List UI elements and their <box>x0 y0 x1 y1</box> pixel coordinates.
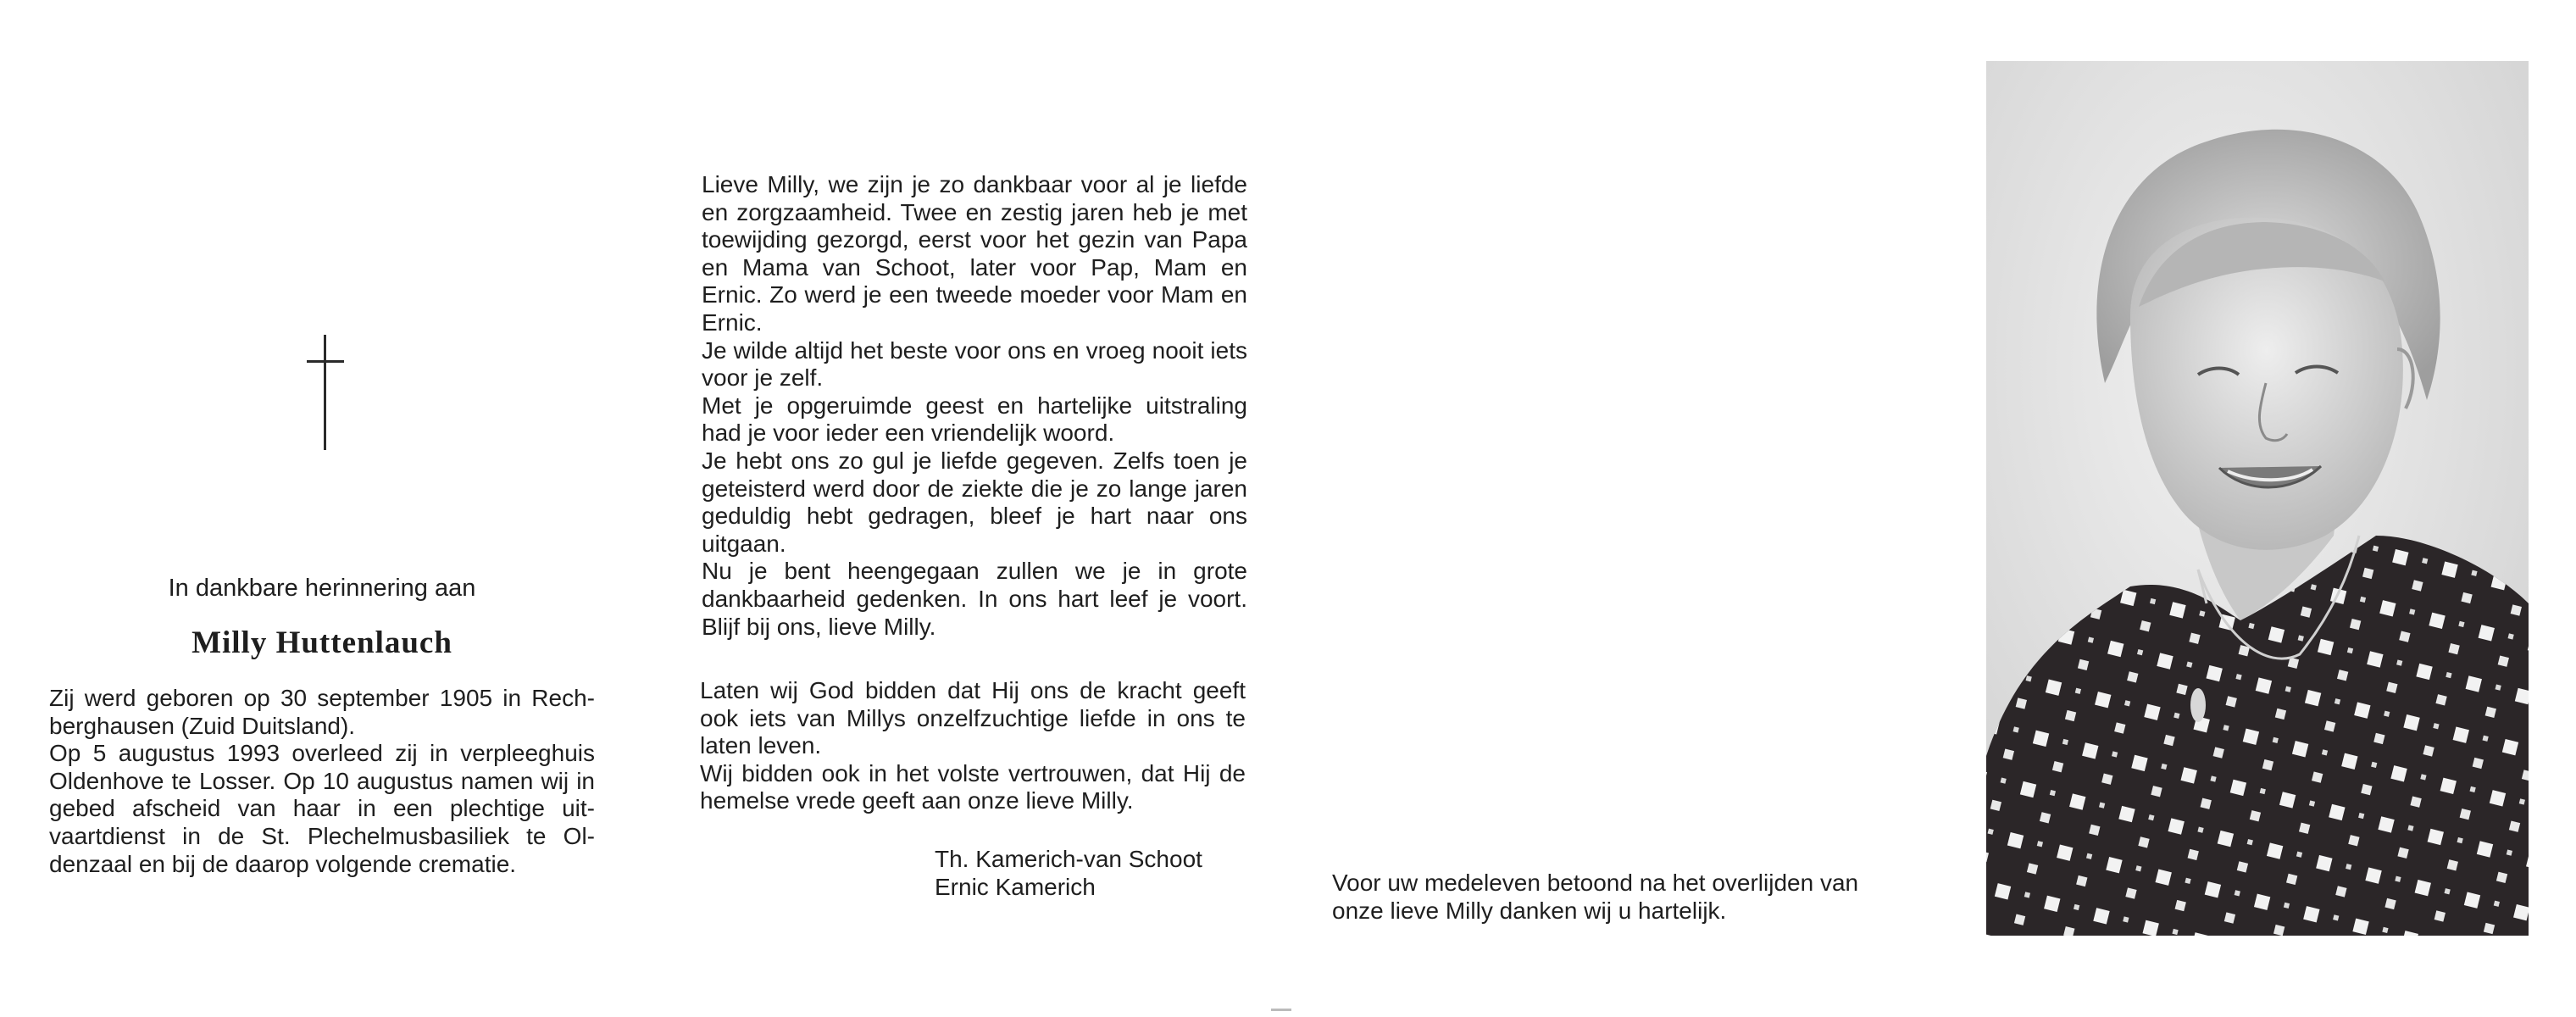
panel-name <box>0 0 644 1017</box>
letter-paragraph: Met je opgeruimde geest en hartelijke uitstraling had je voor ieder een vriendelijk woord. <box>702 392 1247 447</box>
portrait-photo <box>1986 61 2529 936</box>
letter-paragraph: Je wilde altijd het beste voor ons en vroeg nooit iets voor je zelf. <box>702 336 1247 392</box>
letter-text <box>702 171 1247 641</box>
signature-line: Ernic Kamerich <box>935 873 1096 900</box>
signature-line: Th. Kamerich-van Schoot <box>935 846 1202 872</box>
thanks-text <box>1332 870 1891 925</box>
intro-line: In dankbare herinnering aan <box>168 575 476 602</box>
bio-paragraph: Op 5 augustus 1993 overleed zij in verpleeghuis Oldenhove te Losser. Op 10 augustus namen wij in gebed afscheid van haar in een plechtige uitvaartdienst in de St. Plechelmusbasiliek te Oldenzaal en bij de daarop volgende crematie. <box>49 740 595 877</box>
letter-paragraph: Je hebt ons zo gul je liefde gegeven. Zelfs toen je geteisterd werd door de ziekte die je zo lange jaren geduldig hebt gedragen, bleef je hart naar ons uitgaan. <box>702 447 1247 557</box>
biography <box>49 685 595 878</box>
panel-photo <box>1932 0 2576 1017</box>
signatures <box>935 846 1202 901</box>
prayer-paragraph: Laten wij God bidden dat Hij ons de kracht geeft ook iets van Millys onzelfzuchtige liefde in ons te laten leven. <box>700 677 1246 759</box>
paper-mark <box>1271 1009 1291 1011</box>
panel-letter <box>644 0 1288 1017</box>
letter-paragraph: Nu je bent heengegaan zullen we je in grote dankbaarheid gedenken. In ons hart leef je voort. Blijf bij ons, lieve Milly. <box>702 558 1247 640</box>
thanks-paragraph: Voor uw medeleven betoond na het overlijden van onze lieve Milly danken wij u hartelijk. <box>1332 870 1859 924</box>
prayer-text <box>700 677 1246 815</box>
deceased-name: Milly Huttenlauch <box>192 625 452 660</box>
prayer-paragraph: Wij bidden ook in het volste vertrouwen, dat Hij de hemelse vrede geeft aan onze lieve Milly. <box>700 759 1246 814</box>
panel-thanks <box>1288 0 1932 1017</box>
cross-icon <box>307 335 344 450</box>
letter-paragraph: Lieve Milly, we zijn je zo dankbaar voor al je liefde en zorgzaamheid. Twee en zestig jaren heb je met toewijding gezorgd, eerst voor het gezin van Papa en Mama van Schoot, later voor Pap, Mam en Ernic. Zo werd je een tweede moeder voor Mam en Ernic. <box>702 171 1247 336</box>
bio-paragraph: Zij werd geboren op 30 september 1905 in Rechberghausen (Zuid Duitsland). <box>49 685 595 739</box>
